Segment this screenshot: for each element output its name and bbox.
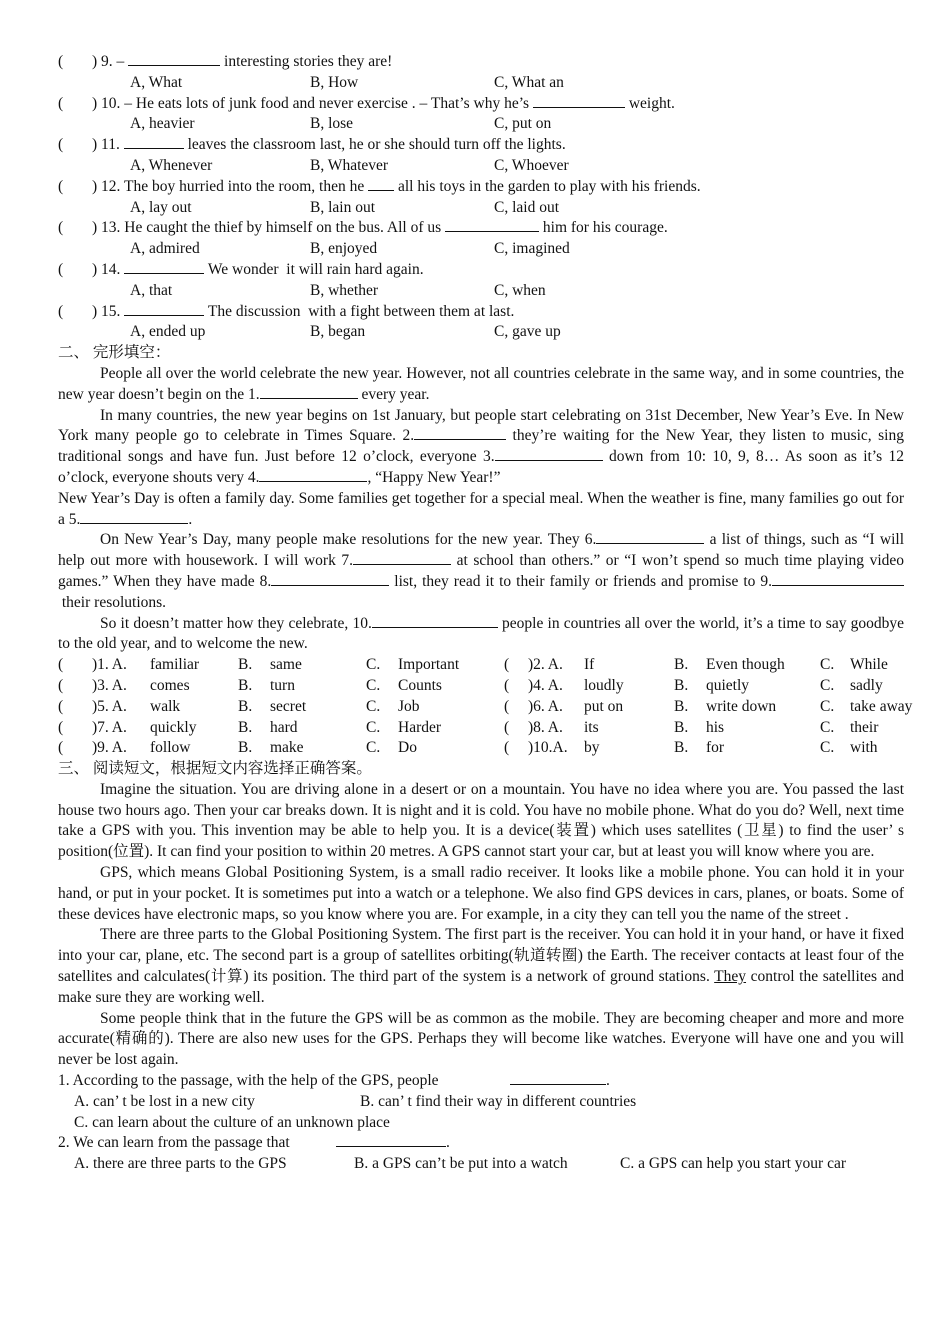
- option-a[interactable]: If: [584, 656, 595, 674]
- option-a[interactable]: A. can’ t be lost in a new city: [74, 1092, 255, 1110]
- answer-blank[interactable]: [510, 1071, 606, 1085]
- answer-paren[interactable]: (: [58, 53, 64, 70]
- option-c[interactable]: with: [850, 739, 878, 757]
- answer-paren[interactable]: (: [58, 260, 64, 278]
- option-b-letter: B.: [674, 739, 689, 757]
- option-b-letter: B.: [674, 718, 689, 736]
- option-b[interactable]: quietly: [706, 676, 750, 694]
- option-a[interactable]: its: [584, 718, 599, 736]
- question-number: ) 12.: [92, 177, 121, 195]
- cloze-text: On New Year’s Day, many people make resolutions for the new year. They 6.: [100, 531, 597, 549]
- question-stem: [92, 302, 514, 323]
- answer-paren[interactable]: (: [58, 718, 64, 736]
- question-number: ) 14.: [92, 260, 121, 278]
- option-c-letter: C.: [366, 656, 381, 674]
- question-text: The discussion: [207, 302, 301, 320]
- option-b[interactable]: for: [706, 739, 725, 757]
- question-end: .: [606, 1072, 610, 1090]
- reading-paragraph-3: [58, 925, 904, 1008]
- option-c-letter: C.: [820, 697, 835, 715]
- cloze-text: down from 10: 10, 9, 8… As soon as it’s 12 o’clock, everyone shouts very 4.: [58, 448, 904, 486]
- option-b[interactable]: hard: [270, 718, 298, 736]
- option-c-letter: C.: [366, 739, 381, 757]
- cloze-text: every year.: [361, 385, 430, 403]
- option-a[interactable]: A, What: [130, 73, 183, 91]
- option-b[interactable]: B, lose: [310, 115, 354, 133]
- question-end: .: [446, 1134, 450, 1152]
- question-number: ) 11.: [92, 136, 120, 154]
- question-text: weight.: [628, 94, 675, 112]
- cloze-text: friends and promise to 9.: [612, 572, 773, 590]
- options-row: [58, 198, 904, 219]
- options-row: [58, 114, 904, 135]
- option-c-letter: C.: [820, 676, 835, 694]
- cloze-option-row: [58, 738, 904, 759]
- option-b-letter: B.: [238, 739, 253, 757]
- option-b[interactable]: B, lain out: [310, 198, 376, 216]
- blank-9[interactable]: [772, 572, 904, 586]
- question-number: ) 15.: [92, 302, 121, 320]
- cloze-text: people in countries all over the world, it’s a: [502, 614, 774, 632]
- answer-blank[interactable]: [445, 218, 539, 232]
- question-stem: [92, 135, 566, 156]
- cloze-text: People all over the world celebrate the new year. However, not all countries celebrate in the same way, and in: [100, 364, 780, 382]
- question-number: ) 9. –: [92, 53, 125, 70]
- question-text: He caught the thief by himself on the bus. All of us: [124, 219, 442, 237]
- reading-text: There are three parts to the Global Positioning System. The first part is the receiver. You can hold it in your hand, or have it fixed into your car, plane, etc. The second part is a group of satellites orbiting(轨道转圈) the Earth. The receiver contacts at least four of the satellites and calculates(计算) its position. The third part of the system is a network of ground stations.: [58, 926, 904, 986]
- cloze-text: time to say goodbye to the old year, and to welcome the new.: [58, 614, 905, 653]
- option-a[interactable]: A, Whenever: [130, 156, 213, 174]
- option-b[interactable]: B, Whatever: [310, 156, 389, 174]
- question-text: leaves the classroom last, he or she should turn off the lights.: [187, 136, 566, 154]
- reading-paragraph-2: GPS, which means Global Positioning System, is a small radio receiver. It looks like a mobile phone. You can hold it in your hand, or put in your pocket. It is sometimes put into a watch or a telephone. We also find GPS devices in cars, planes, or boats. Some of these devices have electronic maps, so you know where you are. For example, in a city they can tell you the name of the street .: [58, 864, 904, 923]
- option-c[interactable]: sadly: [850, 676, 883, 694]
- option-b-letter: B.: [674, 676, 689, 694]
- option-c[interactable]: C, when: [494, 281, 546, 299]
- option-b[interactable]: Even though: [706, 656, 785, 674]
- question-text: He eats lots of junk food and never exercise . – That’s why he’s: [135, 94, 530, 112]
- option-c-letter: C.: [820, 739, 835, 757]
- blank-6[interactable]: [596, 530, 704, 544]
- answer-paren[interactable]: (: [504, 718, 510, 736]
- reading-question-2: [58, 1133, 904, 1175]
- cloze-heading: 二、 完形填空：: [58, 344, 171, 362]
- answer-blank[interactable]: [124, 260, 204, 274]
- question-12: [58, 177, 904, 198]
- answer-blank[interactable]: [124, 135, 184, 149]
- option-b[interactable]: turn: [270, 676, 295, 694]
- question-text: him for his courage.: [542, 219, 668, 237]
- cloze-text: Year, they listen to music, sing traditional songs and have fun. Just before 12 o’clock, everyone 3.: [58, 427, 904, 466]
- cloze-paragraph-2b: [58, 489, 904, 531]
- option-b-letter: B.: [238, 718, 253, 736]
- cloze-option-row: [58, 655, 904, 676]
- multiple-choice-section: [58, 52, 904, 343]
- cloze-text: New Year’s Day is often a family day. Some families get together for a special meal. When the weather is fine,: [58, 489, 747, 507]
- underlined-word: They: [714, 968, 747, 986]
- option-b[interactable]: secret: [270, 697, 307, 715]
- blank-10[interactable]: [372, 614, 498, 628]
- option-c[interactable]: Important: [398, 656, 460, 674]
- option-c-letter: C.: [366, 718, 381, 736]
- cloze-text: some countries, the new year doesn’t begin on the 1.: [58, 364, 904, 403]
- question-stem: [92, 260, 424, 281]
- blank-1[interactable]: [260, 385, 358, 399]
- option-c-letter: C.: [820, 718, 835, 736]
- option-a[interactable]: follow: [150, 739, 191, 757]
- option-c[interactable]: Do: [398, 739, 417, 757]
- option-c-letter: C.: [366, 676, 381, 694]
- reading-paragraph-4: Some people think that in the future the GPS will be as common as the mobile. They are becoming cheaper and more and more accurate(精确的). There are also new uses for the GPS. Perhaps they will become like watches. Everyone will have one and you will never be lost again.: [58, 1009, 904, 1069]
- option-c[interactable]: C. a GPS can help you start your car: [620, 1155, 846, 1173]
- cloze-option-row: [58, 676, 904, 697]
- option-b-letter: B.: [238, 676, 253, 694]
- answer-paren[interactable]: (: [58, 697, 64, 715]
- answer-paren[interactable]: (: [504, 676, 510, 694]
- answer-paren[interactable]: (: [58, 302, 64, 320]
- options-row: [58, 156, 904, 177]
- option-a[interactable]: walk: [150, 697, 181, 715]
- cloze-options: [58, 655, 913, 759]
- question-text: We wonder: [207, 260, 279, 278]
- options-row: [58, 73, 904, 94]
- option-c[interactable]: their: [850, 718, 879, 736]
- question-stem: [92, 94, 675, 115]
- option-c[interactable]: C. can learn about the culture of an unknown place: [74, 1113, 390, 1131]
- question-number: ) 13.: [92, 219, 121, 237]
- cloze-text: , “Happy New Year!”: [367, 468, 501, 486]
- item-number: )2. A.: [528, 656, 563, 674]
- answer-paren[interactable]: (: [58, 177, 64, 195]
- question-stem: [92, 177, 701, 198]
- answer-blank[interactable]: [336, 1133, 446, 1147]
- option-c[interactable]: Counts: [398, 676, 442, 694]
- reading-question-1: [58, 1071, 904, 1133]
- option-a[interactable]: A, heavier: [130, 115, 195, 133]
- option-b[interactable]: write down: [706, 697, 777, 715]
- option-c[interactable]: While: [850, 656, 888, 674]
- question-text: interesting stories they are!: [224, 53, 393, 70]
- cloze-paragraph-3: [58, 530, 904, 613]
- question-13: [58, 218, 904, 239]
- cloze-paragraph-2: [58, 406, 904, 489]
- answer-paren[interactable]: (: [504, 656, 510, 674]
- question-text: all his toys in the garden to play with his friends.: [397, 177, 701, 195]
- reading-text: control the satellites and make sure they are working well.: [58, 968, 904, 1006]
- answer-paren[interactable]: (: [58, 136, 64, 154]
- item-number: )1. A.: [92, 656, 127, 674]
- option-a[interactable]: loudly: [584, 676, 624, 694]
- question-text: 1. According to the passage, with the help of the GPS, people: [58, 1072, 439, 1090]
- option-a[interactable]: A, admired: [130, 240, 200, 258]
- option-a[interactable]: A. there are three parts to the GPS: [74, 1155, 287, 1173]
- cloze-text: so much time playing video games.” When they have made 8.: [58, 552, 904, 590]
- cloze-text: list, they read it to their family or: [394, 572, 608, 590]
- blank-4[interactable]: [259, 468, 367, 482]
- item-number: )6. A.: [528, 697, 563, 715]
- option-a[interactable]: quickly: [150, 718, 197, 736]
- options-row: [58, 239, 904, 260]
- answer-blank[interactable]: [128, 52, 220, 66]
- question-11: [58, 135, 904, 156]
- options-row: [58, 281, 904, 302]
- answer-blank[interactable]: [533, 94, 625, 108]
- cloze-option-row: [58, 718, 904, 739]
- item-number: )8. A.: [528, 718, 563, 736]
- cloze-text: their resolutions.: [61, 593, 167, 611]
- answer-blank[interactable]: [368, 177, 394, 191]
- option-b[interactable]: make: [270, 739, 304, 757]
- option-b[interactable]: B, began: [310, 323, 366, 341]
- question-14: [58, 260, 904, 281]
- option-c[interactable]: take away: [850, 697, 913, 715]
- option-c[interactable]: Harder: [398, 718, 442, 736]
- cloze-text: .: [188, 510, 193, 528]
- cloze-text: many families go out for a 5.: [58, 489, 904, 528]
- cloze-text: such as “I will help out more with housework. I will work 7.: [58, 531, 905, 570]
- answer-paren[interactable]: (: [504, 697, 510, 715]
- option-c[interactable]: C, gave up: [494, 323, 561, 341]
- option-a[interactable]: put on: [584, 697, 624, 715]
- reading-paragraph-1: Imagine the situation. You are driving alone in a desert or on a mountain. You have no idea where you are. You passed the last house two hours ago. Then your car breaks down. It is night and it is cold. You have no mobile phone. What do you do? Well, next time take a GPS with you. This invention may be able to help you. It is a device(装置) which uses satellites (卫星) to find the user’ s position(位置). It can find your position to within 20 metres. A GPS cannot start your car, but at least you will know where you are.: [58, 780, 904, 861]
- answer-paren[interactable]: (: [58, 94, 64, 112]
- question-text: with a fight between them at last.: [308, 302, 515, 320]
- answer-paren[interactable]: (: [504, 739, 510, 757]
- question-text: it will rain hard again.: [286, 260, 424, 278]
- option-b[interactable]: same: [270, 656, 302, 674]
- option-a[interactable]: comes: [150, 676, 190, 694]
- blank-2[interactable]: [414, 426, 506, 440]
- option-a[interactable]: A, lay out: [130, 198, 192, 216]
- cloze-text: they’re waiting for the New: [512, 427, 695, 445]
- option-b-letter: B.: [238, 656, 253, 674]
- question-15: [58, 302, 904, 323]
- option-b[interactable]: B, How: [310, 73, 359, 91]
- cloze-text: Year’s Eve. In New York many people go to celebrate in Times Square. 2.: [58, 406, 904, 445]
- question-text: The boy hurried into the room, then he: [124, 177, 365, 195]
- question-number: ) 10. –: [92, 94, 133, 112]
- option-c[interactable]: Job: [398, 697, 420, 715]
- option-b[interactable]: B. can’ t find their way in different countries: [360, 1092, 637, 1110]
- option-b[interactable]: B, enjoyed: [310, 240, 378, 258]
- blank-3[interactable]: [495, 447, 603, 461]
- options-row: [58, 322, 904, 343]
- option-a[interactable]: familiar: [150, 656, 200, 674]
- option-b[interactable]: B. a GPS can’t be put into a watch: [354, 1155, 568, 1173]
- blank-8[interactable]: [271, 572, 389, 586]
- item-number: )10.A.: [528, 739, 568, 757]
- cloze-text: So it doesn’t matter how they celebrate, 10.: [100, 614, 372, 632]
- option-c[interactable]: C, Whoever: [494, 156, 569, 174]
- option-a[interactable]: A, that: [130, 281, 173, 299]
- option-b[interactable]: B, whether: [310, 281, 379, 299]
- blank-7[interactable]: [353, 551, 451, 565]
- question-9: [58, 52, 904, 73]
- reading-heading: 三、 阅读短文，根据短文内容选择正确答案。: [58, 760, 372, 778]
- item-number: )4. A.: [528, 676, 563, 694]
- answer-blank[interactable]: [124, 302, 204, 316]
- item-number: )3. A.: [92, 676, 127, 694]
- question-stem: [92, 218, 668, 239]
- cloze-option-row: [58, 697, 913, 718]
- option-c[interactable]: C, put on: [494, 115, 552, 133]
- option-c-letter: C.: [366, 697, 381, 715]
- answer-paren[interactable]: (: [58, 656, 64, 674]
- option-c[interactable]: C, imagined: [494, 240, 570, 258]
- answer-paren[interactable]: (: [58, 676, 64, 694]
- question-stem: [92, 52, 392, 73]
- option-b-letter: B.: [674, 656, 689, 674]
- answer-paren[interactable]: (: [58, 739, 64, 757]
- option-b-letter: B.: [238, 697, 253, 715]
- item-number: )9. A.: [92, 739, 127, 757]
- cloze-text: In many countries, the new year begins on 1st January, but people start celebrating on 31st December, New: [100, 406, 777, 424]
- answer-paren[interactable]: (: [58, 219, 64, 237]
- option-c[interactable]: C, What an: [494, 73, 564, 91]
- question-10: [58, 94, 904, 115]
- option-a[interactable]: A, ended up: [130, 323, 206, 341]
- reading-passage: [58, 780, 904, 1071]
- cloze-text: a list of things,: [709, 531, 806, 549]
- option-b-letter: B.: [674, 697, 689, 715]
- option-c[interactable]: C, laid out: [494, 198, 560, 216]
- question-text: 2. We can learn from the passage that: [58, 1134, 290, 1152]
- option-a[interactable]: by: [584, 739, 600, 757]
- blank-5[interactable]: [80, 510, 188, 524]
- item-number: )5. A.: [92, 697, 127, 715]
- item-number: )7. A.: [92, 718, 127, 736]
- cloze-paragraph-4: [58, 614, 904, 656]
- option-b[interactable]: his: [706, 718, 725, 736]
- cloze-passage: [58, 364, 904, 655]
- cloze-paragraph-1: [58, 364, 904, 406]
- cloze-text: at school than others.” or “I won’t spend: [456, 552, 720, 570]
- option-c-letter: C.: [820, 656, 835, 674]
